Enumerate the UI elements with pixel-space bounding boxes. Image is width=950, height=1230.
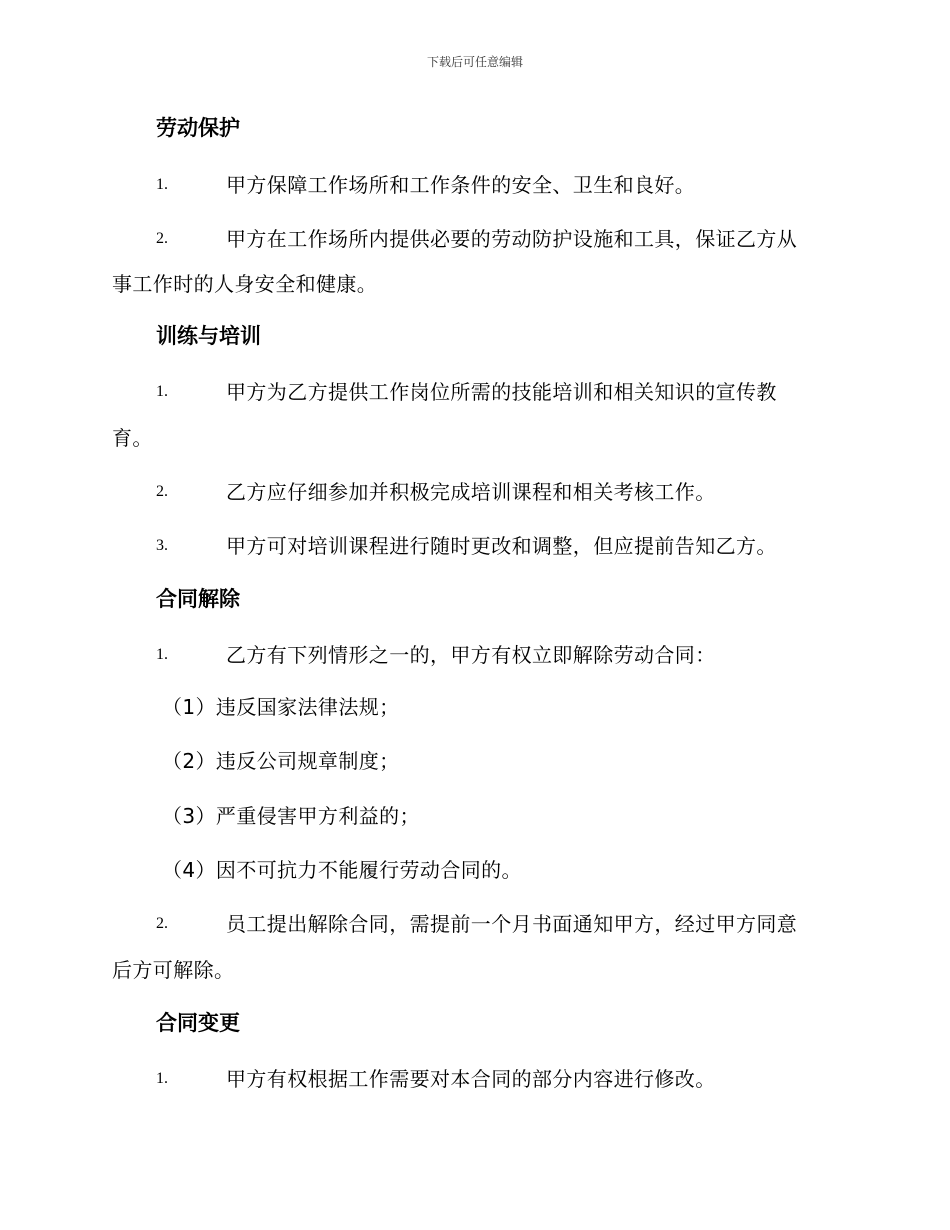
section-heading-labor-protection: 劳动保护 (156, 116, 240, 140)
item-text: 甲方在工作场所内提供必要的劳动防护设施和工具，保证乙方从 (226, 227, 798, 251)
item-text-continued: 后方可解除。 (112, 958, 235, 982)
section-heading-modification: 合同变更 (156, 1011, 240, 1035)
sub-item: （1）违反国家法律法规； (162, 695, 400, 719)
item-text: 员工提出解除合同，需提前一个月书面通知甲方，经过甲方同意 (226, 912, 798, 936)
item-text-continued: 事工作时的人身安全和健康。 (112, 272, 378, 296)
item-number: 2. (156, 915, 168, 932)
item-number: 2. (156, 483, 168, 500)
item-text: 甲方为乙方提供工作岗位所需的技能培训和相关知识的宣传教 (226, 380, 777, 404)
sub-item: （3）严重侵害甲方利益的； (162, 804, 420, 828)
item-number: 1. (156, 646, 168, 663)
item-text: 甲方有权根据工作需要对本合同的部分内容进行修改。 (226, 1067, 716, 1091)
item-number: 1. (156, 383, 168, 400)
sub-item: （4）因不可抗力不能履行劳动合同的。 (162, 858, 522, 882)
item-text: 乙方有下列情形之一的，甲方有权立即解除劳动合同： (226, 643, 716, 667)
section-heading-training: 训练与培训 (156, 324, 261, 348)
section-heading-termination: 合同解除 (156, 587, 240, 611)
sub-item: （2）违反公司规章制度； (162, 749, 400, 773)
item-number: 1. (156, 1070, 168, 1087)
item-number: 2. (156, 230, 168, 247)
item-number: 3. (156, 537, 168, 554)
item-text: 乙方应仔细参加并积极完成培训课程和相关考核工作。 (226, 480, 716, 504)
item-text: 甲方保障工作场所和工作条件的安全、卫生和良好。 (226, 173, 696, 197)
page-header: 下载后可任意编辑 (426, 55, 523, 69)
item-text-continued: 育。 (112, 426, 153, 450)
item-text: 甲方可对培训课程进行随时更改和调整，但应提前告知乙方。 (226, 534, 777, 558)
item-number: 1. (156, 176, 168, 193)
